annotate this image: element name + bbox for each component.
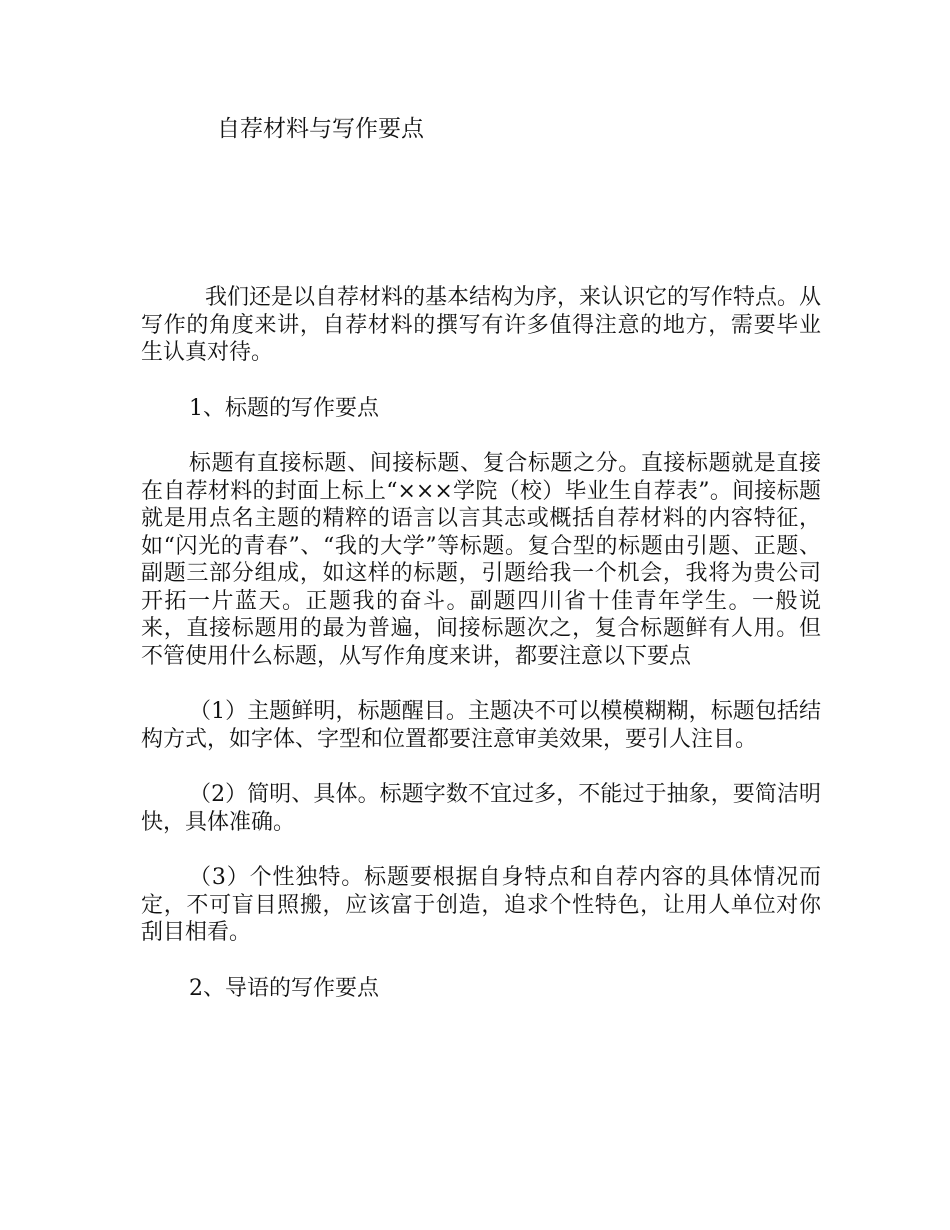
- document-body: [141, 284, 821, 1030]
- section-heading-title-points: 1、标题的写作要点: [189, 395, 379, 421]
- section-heading-lead-points: 2、导语的写作要点: [189, 975, 379, 1001]
- document-title: 自荐材料与写作要点: [217, 116, 424, 142]
- paragraph-point-3: （3）个性独特。标题要根据自身特点和自荐内容的具体情况而定，不可盲目照搬，应该富于创造，追求个性特色，让用人单位对你刮目相看。: [141, 865, 821, 945]
- intro-paragraph: 我们还是以自荐材料的基本结构为序，来认识它的写作特点。从写作的角度来讲，自荐材料的撰写有许多值得注意的地方，需要毕业生认真对待。: [141, 285, 822, 365]
- paragraph-point-1: （1）主题鲜明，标题醒目。主题决不可以模模糊糊，标题包括结构方式，如字体、字型和位置都要注意审美效果，要引人注目。: [141, 699, 821, 752]
- paragraph-title-types: 标题有直接标题、间接标题、复合标题之分。直接标题就是直接在自荐材料的封面上标上“×××学院（校）毕业生自荐表”。间接标题就是用点名主题的精粹的语言以言其志或概括自荐材料的内容特征，如“闪光的青春”、“我的大学”等标题。复合型的标题由引题、正题、副题三部分组成，如这样的标题，引题给我一个机会，我将为贵公司开拓一片蓝天。正题我的奋斗。副题四川省十佳青年学生。一般说来，直接标题用的最为普遍，间接标题次之，复合标题鲜有人用。但不管使用什么标题，从写作角度来讲，都要注意以下要点: [141, 451, 821, 669]
- paragraph-point-2: （2）简明、具体。标题字数不宜过多，不能过于抽象，要简洁明快，具体准确。: [141, 782, 821, 835]
